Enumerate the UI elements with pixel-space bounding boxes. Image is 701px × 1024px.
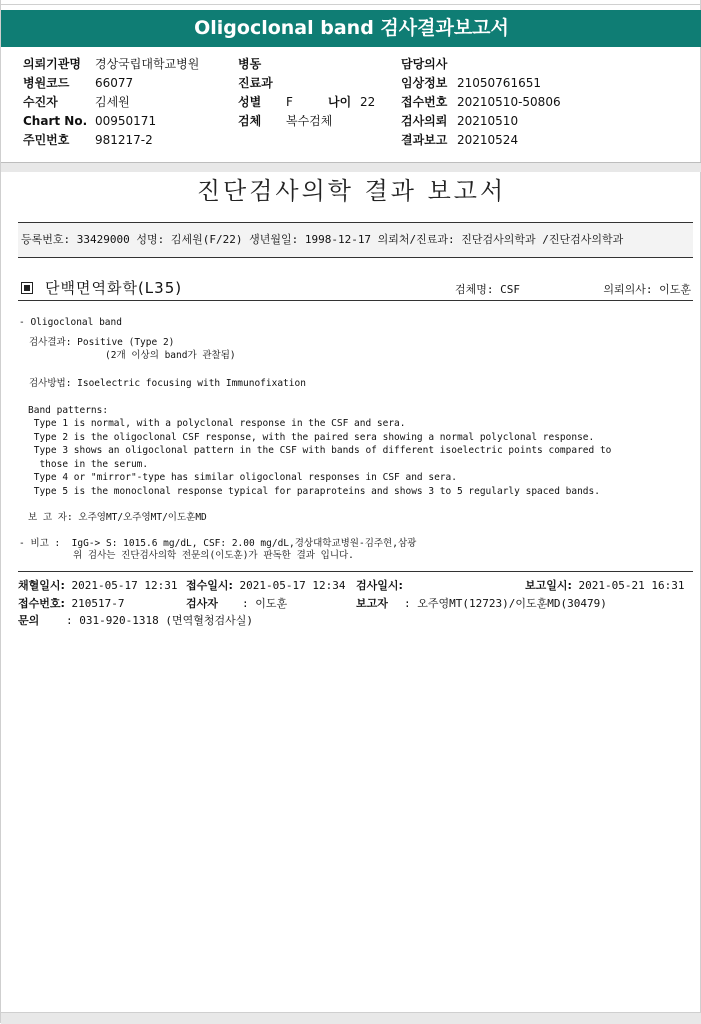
collect-datetime: 채혈일시: 2021-05-17 12:31 [18,579,178,592]
info-column-1 [23,55,199,150]
receive-datetime: 접수일시: 2021-05-17 12:34 [186,579,346,592]
info-row-specimen: 검체 복수검체 [238,114,333,128]
tester: 검사자 : 이도훈 [186,597,288,610]
test-name: - Oligoclonal band [19,317,122,328]
band-patterns-heading: Band patterns: [28,405,109,416]
info-row-report-date: 결과보고 20210524 [401,133,519,147]
remark-line-2: 위 검사는 진단검사의학 전문의(이도훈)가 판독한 결과 입니다. [73,550,354,561]
band-pattern-line: Type 1 is normal, with a polyclonal response in the CSF and sera. [28,418,406,429]
band-pattern-line: those in the serum. [28,458,149,470]
info-row-chart-no: Chart No. 00950171 [23,114,157,128]
section-title: 단백면역화학(L35) [45,279,183,297]
report-header-title: Oligoclonal band 검사결과보고서 [1,10,701,47]
reporter-line: 보 고 자: 오주영MT/오주영MT/이도훈MD [28,512,207,523]
band-pattern-line: Type 3 shows an oligoclonal pattern in the CSF with bands of different isoelectric points compared to [28,445,612,456]
contact: 문의 : 031-920-1318 (면역혈청검사실) [18,614,253,627]
footer-divider [18,571,693,572]
band-pattern-line: Type 5 is the monoclonal response typical for paraproteins and shows 3 to 5 regularly spaced bands. [28,485,600,497]
reporter: 보고자 : 오주영MT(12723)/이도훈MD(30479) [356,597,607,610]
section-header [18,278,693,301]
square-bullet-icon [21,282,33,294]
band-pattern-line: Type 2 is the oligoclonal CSF response, with the paired sera showing a normal polyclonal response. [28,431,595,443]
test-datetime: 검사일시: [356,579,403,592]
info-row-sex-age: 성별 F 나이 22 [238,95,376,109]
result-line-1: 검사결과: Positive (Type 2) [29,337,175,348]
info-column-3 [401,55,561,150]
info-row-hospital-code: 병원코드 66077 [23,76,134,90]
registration-bar [18,222,693,258]
bottom-band [1,1012,701,1024]
info-row-institution: 의뢰기관명 경상국립대학교병원 [23,57,200,71]
top-divider [1,4,701,5]
info-row-resident-no: 주민번호 981217-2 [23,133,153,147]
requesting-doctor: 의뢰의사: 이도훈 [603,283,691,296]
info-column-2 [238,55,375,131]
result-line-2: (2개 이상의 band가 관찰됨) [105,350,236,361]
test-method: 검사방법: Isoelectric focusing with Immunofixation [29,378,306,389]
info-row-patient: 수진자 김세원 [23,95,130,109]
info-row-receipt-no: 접수번호 20210510-50806 [401,95,561,109]
info-row-clinical-info: 임상정보 21050761651 [401,76,541,90]
remark-line-1: - 비고 : IgG-> S: 1015.6 mg/dL, CSF: 2.00 mg/dL,경상대학교병원-김주현,삼광 [19,538,417,549]
info-row-department: 진료과 [238,76,273,90]
info-row-ward: 병동 [238,57,262,71]
receipt-number: 접수번호: 210517-7 [18,597,125,610]
info-row-doctor: 담당의사 [401,57,448,71]
registration-text: 등록번호: 33429000 성명: 김세원(F/22) 생년월일: 1998-12-17 의뢰처/진료과: 진단검사의학과 /진단검사의학과 [21,233,624,246]
info-row-request-date: 검사의뢰 20210510 [401,114,519,128]
report-datetime: 보고일시: 2021-05-21 16:31 [525,579,685,592]
specimen-name: 검체명: CSF [455,283,520,296]
report-title: 진단검사의학 결과 보고서 [196,177,507,205]
section-separator [1,162,701,172]
band-pattern-line: Type 4 or "mirror"-type has similar oligoclonal responses in CSF and sera. [28,472,457,483]
